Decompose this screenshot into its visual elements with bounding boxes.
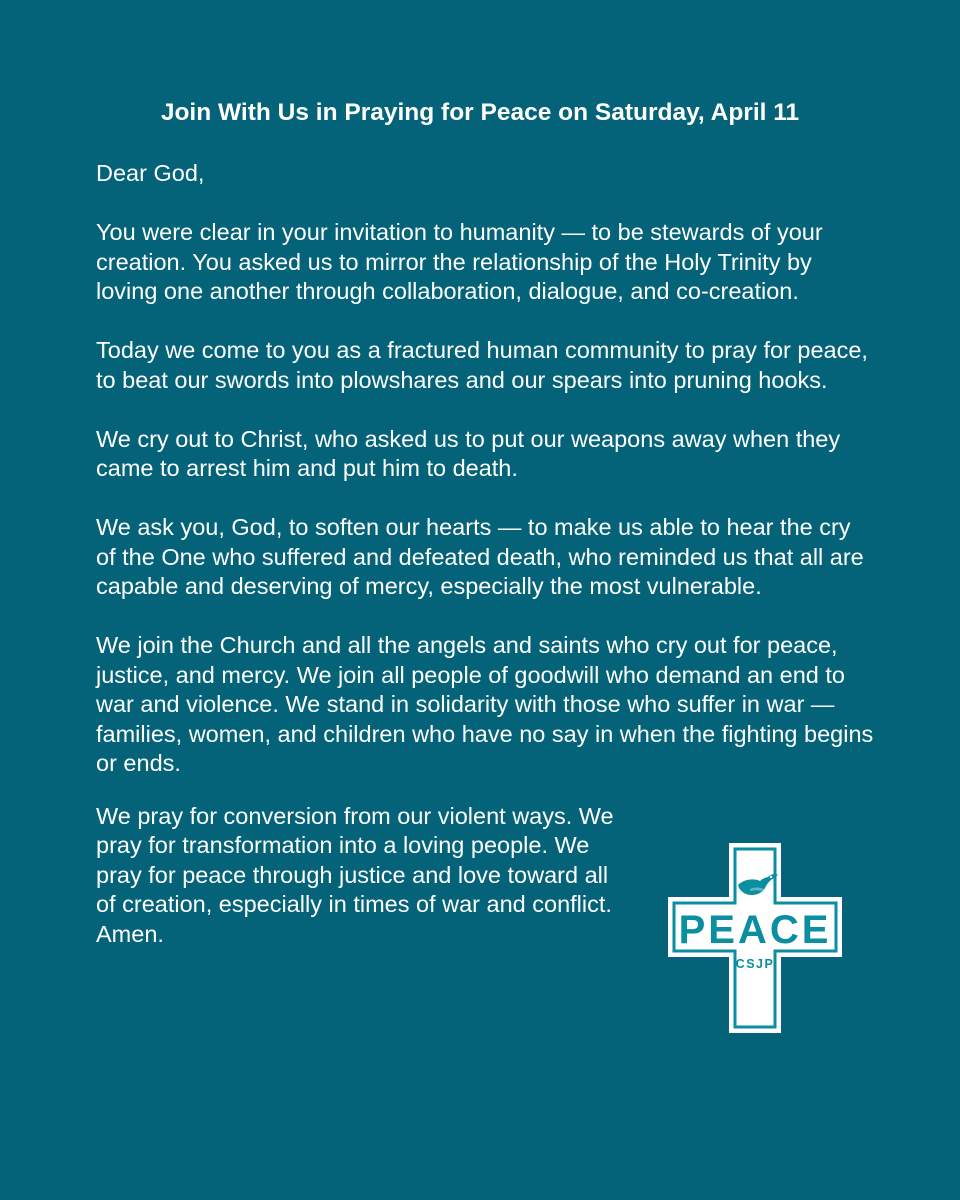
greeting: Dear God,	[96, 160, 205, 186]
amen: Amen.	[96, 920, 164, 947]
peace-cross-icon	[668, 843, 842, 1033]
closing-paragraph: We pray for conversion from our violent ways. We pray for transformation into a loving people. We pray for peace through justice and love toward all of creation, especially in times of war and conflict.	[96, 802, 614, 917]
prayer-paragraph: We ask you, God, to soften our hearts — to make us able to hear the cry of the One who suffered and defeated death, who reminded us that all are capable and deserving of mercy, especially the most vulnerable.	[96, 514, 864, 599]
logo-sub: CSJP	[735, 957, 775, 971]
prayer-paragraph: Today we come to you as a fractured human community to pray for peace, to beat our swords into plowshares and our spears into pruning hooks.	[96, 337, 868, 393]
closing-block	[96, 802, 631, 950]
prayer-body	[96, 159, 876, 949]
page-title: Join With Us in Praying for Peace on Saturday, April 11	[160, 99, 800, 126]
peace-cross-logo	[668, 843, 842, 1033]
prayer-paragraph: We cry out to Christ, who asked us to put our weapons away when they came to arrest him and put him to death.	[96, 425, 841, 481]
logo-word: PEACE	[678, 908, 832, 952]
prayer-paragraph: You were clear in your invitation to humanity — to be stewards of your creation. You asked us to mirror the relationship of the Holy Trinity by loving one another through collaboration, dialogue, and co-creation.	[96, 219, 823, 304]
prayer-paragraph: We join the Church and all the angels and saints who cry out for peace, justice, and mercy. We join all people of goodwill who demand an end to war and violence. We stand in solidarity with those who suffer in war — families, women, and children who have no say in when the fighting begins or ends.	[96, 632, 874, 776]
